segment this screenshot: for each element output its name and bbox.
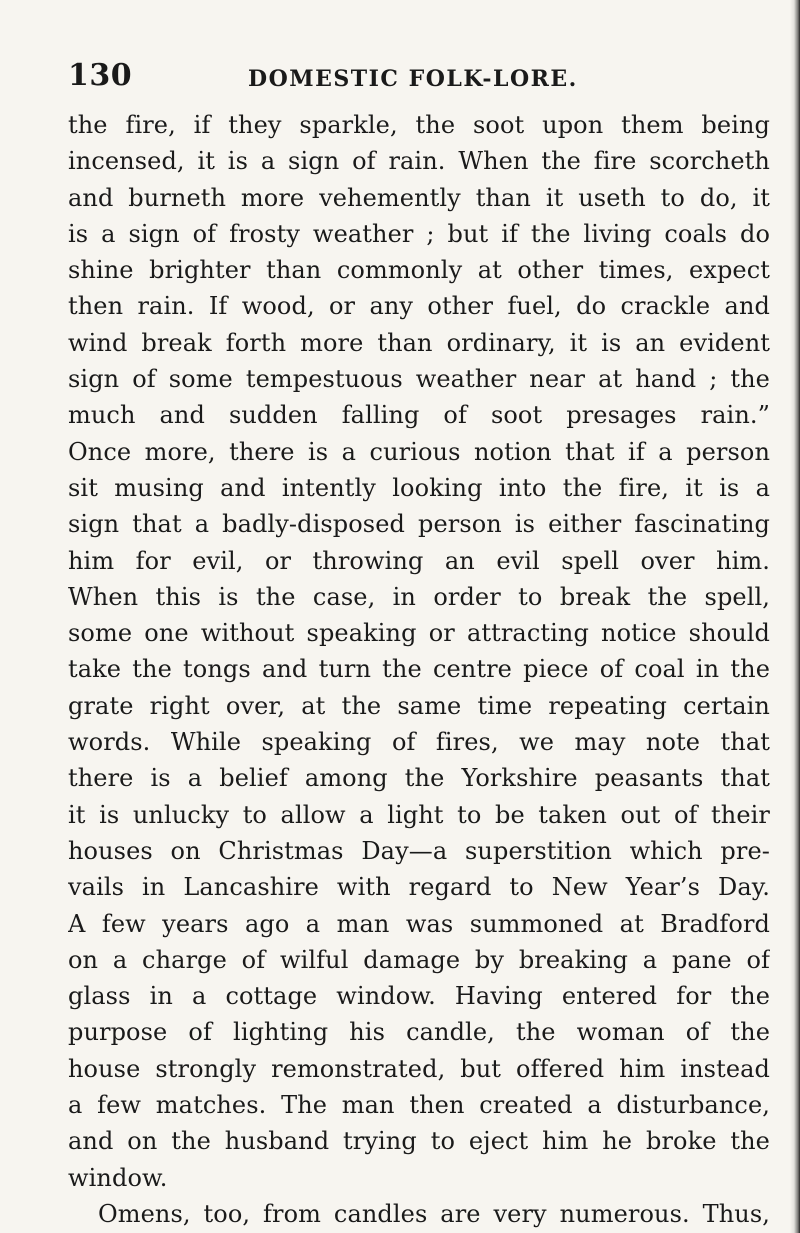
page-edge-shadow (790, 0, 800, 1233)
text-line: some one without speaking or attracting notice should (68, 619, 770, 648)
text-line: Omens, too, from candles are very numerous. Thus, (98, 1199, 770, 1228)
body-text (68, 107, 770, 1232)
text-line: and on the husband trying to eject him he broke the (68, 1127, 770, 1156)
text-line: him for evil, or throwing an evil spell over him. (68, 546, 770, 575)
text-line: the fire, if they sparkle, the soot upon them being (68, 111, 770, 139)
text-line: vails in Lancashire with regard to New Year’s Day. (68, 873, 770, 902)
text-line: purpose of lighting his candle, the woman of the (68, 1018, 770, 1047)
text-line: and burneth more vehemently than it useth to do, it (68, 183, 770, 212)
text-line: then rain. If wood, or any other fuel, do crackle and (68, 292, 770, 321)
text-line: sign of some tempestuous weather near at hand ; the (68, 365, 770, 394)
text-line: it is unlucky to allow a light to be taken out of their (68, 800, 770, 829)
text-line: words. While speaking of fires, we may note that (68, 728, 770, 757)
text-line: house strongly remonstrated, but offered him instead (68, 1054, 770, 1083)
page-header (68, 58, 768, 98)
text-line: grate right over, at the same time repeating certain (68, 691, 770, 720)
text-line: there is a belief among the Yorkshire peasants that (68, 764, 770, 793)
text-line: take the tongs and turn the centre piece of coal in the (68, 655, 770, 684)
text-line: incensed, it is a sign of rain. When the fire scorcheth (68, 147, 770, 176)
text-line: on a charge of wilful damage by breaking a pane of (68, 945, 770, 974)
text-line: window. (68, 1163, 168, 1192)
text-line: houses on Christmas Day—a superstition which pre- (68, 836, 770, 865)
text-line: much and sudden falling of soot presages rain.” (68, 401, 770, 430)
text-line: a few matches. The man then created a disturbance, (68, 1091, 770, 1120)
text-line: sit musing and intently looking into the fire, it is a (68, 473, 770, 502)
text-line: is a sign of frosty weather ; but if the living coals do (68, 219, 770, 248)
page-number: 130 (68, 58, 133, 93)
text-line: glass in a cottage window. Having entered for the (68, 982, 770, 1011)
text-line: wind break forth more than ordinary, it is an evident (68, 328, 770, 357)
text-line: shine brighter than commonly at other times, expect (68, 256, 770, 285)
text-line: Once more, there is a curious notion that if a person (68, 437, 770, 466)
running-head: DOMESTIC FOLK-LORE. (248, 66, 578, 92)
text-line: When this is the case, in order to break the spell, (68, 582, 770, 611)
text-line: A few years ago a man was summoned at Bradford (68, 909, 770, 938)
text-line: sign that a badly-disposed person is either fascinating (68, 510, 770, 539)
